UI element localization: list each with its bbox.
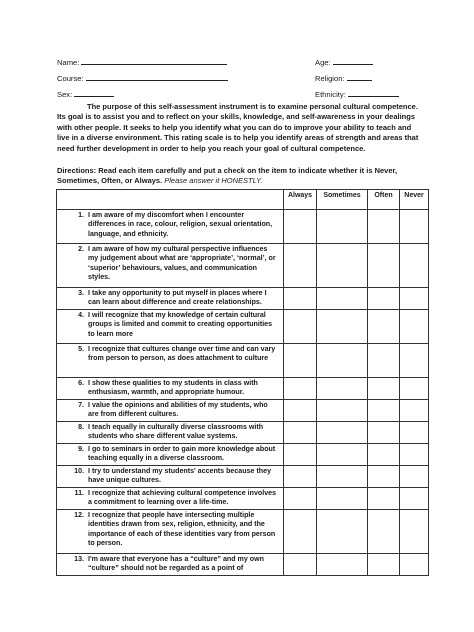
- check-cell-never[interactable]: [400, 444, 429, 466]
- religion-field: [315, 72, 372, 84]
- item-number: 7.: [78, 401, 84, 409]
- column-header: Sometimes: [317, 190, 368, 210]
- item-cell: [57, 444, 284, 466]
- intro-paragraph: [57, 102, 424, 154]
- check-cell-always[interactable]: [284, 344, 317, 378]
- check-cell-often[interactable]: [368, 422, 400, 444]
- check-cell-sometimes[interactable]: [317, 488, 368, 510]
- check-cell-often[interactable]: [368, 310, 400, 344]
- check-cell-always[interactable]: [284, 488, 317, 510]
- check-cell-often[interactable]: [368, 510, 400, 554]
- check-cell-sometimes[interactable]: [317, 444, 368, 466]
- check-cell-sometimes[interactable]: [317, 344, 368, 378]
- item-cell: [57, 288, 284, 310]
- item-cell: [57, 488, 284, 510]
- check-cell-always[interactable]: [284, 210, 317, 244]
- check-cell-sometimes[interactable]: [317, 244, 368, 288]
- check-cell-never[interactable]: [400, 510, 429, 554]
- item-number: 4.: [78, 311, 84, 319]
- item-number: 12.: [74, 511, 84, 519]
- item-number: 8.: [78, 423, 84, 431]
- item-text: I go to seminars in order to gain more knowledge about teaching equally in a diverse classroom.: [88, 445, 276, 463]
- table-row: [57, 466, 429, 488]
- item-text: I show these qualities to my students in class with enthusiasm, warmth, and appropriate humour.: [88, 379, 258, 397]
- header-item-column: [57, 190, 284, 210]
- item-text: I recognize that people have intersecting multiple identities drawn from sex, religion, ethnicity, and the importance of each of these identities vary from person to person.: [88, 511, 276, 547]
- item-cell: [57, 344, 284, 378]
- item-number: 11.: [74, 489, 84, 497]
- item-cell: [57, 400, 284, 422]
- check-cell-often[interactable]: [368, 466, 400, 488]
- item-cell: [57, 244, 284, 288]
- intro-text: The purpose of this self-assessment instrument is to examine personal cultural competence. Its goal is to assist you and to reflect on your skills, knowledge, and self-awareness in your dealings with other people. It seeks to help you identify what you can do to improve your ability to teach and live in a diverse environment. This rating scale is to help you identify areas of strength and areas that need further development in order to help you reach your goal of cultural competence.: [57, 102, 419, 153]
- item-number: 10.: [74, 467, 84, 475]
- sex-label: Sex:: [57, 90, 73, 99]
- item-number: 2.: [78, 245, 84, 253]
- check-cell-always[interactable]: [284, 466, 317, 488]
- item-cell: [57, 510, 284, 554]
- check-cell-always[interactable]: [284, 378, 317, 400]
- item-text: I am aware of my discomfort when I encounter differences in race, colour, religion, sexual orientation, language, and ethnicity.: [88, 211, 273, 238]
- item-text: I recognize that achieving cultural competence involves a commitment to learning over a life-time.: [88, 489, 277, 507]
- column-header: Always: [284, 190, 317, 210]
- item-text: I'm aware that everyone has a “culture” and my own “culture” should not be regarded as a point of: [88, 555, 264, 573]
- check-cell-never[interactable]: [400, 400, 429, 422]
- item-text: I teach equally in culturally diverse classrooms with students who share different value systems.: [88, 423, 264, 441]
- check-cell-always[interactable]: [284, 288, 317, 310]
- age-label: Age:: [315, 58, 331, 67]
- check-cell-always[interactable]: [284, 244, 317, 288]
- check-cell-sometimes[interactable]: [317, 288, 368, 310]
- item-number: 13.: [74, 555, 84, 563]
- check-cell-sometimes[interactable]: [317, 466, 368, 488]
- check-cell-sometimes[interactable]: [317, 510, 368, 554]
- check-cell-sometimes[interactable]: [317, 400, 368, 422]
- item-number: 5.: [78, 345, 84, 353]
- check-cell-never[interactable]: [400, 554, 429, 576]
- table-row: [57, 378, 429, 400]
- directions-paragraph: [57, 166, 424, 187]
- column-header: Never: [400, 190, 429, 210]
- item-number: 6.: [78, 379, 84, 387]
- check-cell-often[interactable]: [368, 210, 400, 244]
- check-cell-never[interactable]: [400, 344, 429, 378]
- table-row: [57, 444, 429, 466]
- check-cell-sometimes[interactable]: [317, 210, 368, 244]
- item-text: I am aware of how my cultural perspective influences my judgement about what are ‘appropriate’, ‘normal’, or ‘superior’ behaviours, values, and communication styles.: [88, 245, 276, 281]
- directions-text: Directions: Read each item carefully and put a check on the item to indicate whether it is Never, Sometimes, Often, or Always.: [57, 166, 398, 186]
- check-cell-often[interactable]: [368, 244, 400, 288]
- item-number: 1.: [78, 211, 84, 219]
- directions-emphasis: Please answer it HONESTLY.: [164, 176, 263, 186]
- check-cell-often[interactable]: [368, 344, 400, 378]
- check-cell-always[interactable]: [284, 554, 317, 576]
- item-cell: [57, 210, 284, 244]
- ethnicity-blank[interactable]: [348, 88, 399, 97]
- check-cell-often[interactable]: [368, 378, 400, 400]
- check-cell-never[interactable]: [400, 488, 429, 510]
- check-cell-always[interactable]: [284, 422, 317, 444]
- check-cell-sometimes[interactable]: [317, 554, 368, 576]
- ethnicity-field: [315, 88, 399, 100]
- item-number: 9.: [78, 445, 84, 453]
- table-row: [57, 344, 429, 378]
- table-row: [57, 310, 429, 344]
- check-cell-never[interactable]: [400, 288, 429, 310]
- table-row: [57, 400, 429, 422]
- check-cell-often[interactable]: [368, 400, 400, 422]
- item-cell: [57, 422, 284, 444]
- course-field: [57, 72, 228, 84]
- check-cell-often[interactable]: [368, 488, 400, 510]
- table-row: [57, 288, 429, 310]
- item-text: I value the opinions and abilities of my students, who are from different cultures.: [88, 401, 268, 419]
- check-cell-never[interactable]: [400, 210, 429, 244]
- check-cell-never[interactable]: [400, 244, 429, 288]
- check-cell-never[interactable]: [400, 310, 429, 344]
- name-blank[interactable]: [81, 56, 227, 65]
- table-row: [57, 422, 429, 444]
- sex-blank[interactable]: [74, 88, 114, 97]
- check-cell-always[interactable]: [284, 400, 317, 422]
- table-row: [57, 488, 429, 510]
- course-label: Course:: [57, 74, 84, 83]
- item-number: 3.: [78, 289, 84, 297]
- table-row: [57, 244, 429, 288]
- age-blank[interactable]: [333, 56, 373, 65]
- check-cell-always[interactable]: [284, 510, 317, 554]
- religion-label: Religion:: [315, 74, 345, 83]
- check-cell-never[interactable]: [400, 378, 429, 400]
- check-cell-often[interactable]: [368, 444, 400, 466]
- item-text: I try to understand my students' accents because they have unique cultures.: [88, 467, 272, 485]
- check-cell-always[interactable]: [284, 310, 317, 344]
- assessment-table: [56, 189, 429, 576]
- age-field: [315, 56, 373, 68]
- name-field: [57, 56, 227, 68]
- check-cell-sometimes[interactable]: [317, 422, 368, 444]
- table-row: [57, 510, 429, 554]
- item-cell: [57, 310, 284, 344]
- check-cell-sometimes[interactable]: [317, 378, 368, 400]
- table-row: [57, 210, 429, 244]
- column-header: Often: [368, 190, 400, 210]
- name-label: Name:: [57, 58, 80, 67]
- item-text: I recognize that cultures change over time and can vary from person to person, as does attachment to culture: [88, 345, 276, 363]
- check-cell-always[interactable]: [284, 444, 317, 466]
- sex-field: [57, 88, 114, 100]
- item-text: I take any opportunity to put myself in places where I can learn about difference and create relationships.: [88, 289, 267, 307]
- course-blank[interactable]: [86, 72, 228, 81]
- check-cell-never[interactable]: [400, 422, 429, 444]
- item-cell: [57, 466, 284, 488]
- check-cell-sometimes[interactable]: [317, 310, 368, 344]
- check-cell-often[interactable]: [368, 288, 400, 310]
- item-text: I will recognize that my knowledge of certain cultural groups is limited and commit to creating opportunities to learn more: [88, 311, 273, 338]
- item-cell: [57, 554, 284, 576]
- table-row: [57, 554, 429, 576]
- table-header-row: [57, 190, 429, 210]
- religion-blank[interactable]: [347, 72, 372, 81]
- check-cell-often[interactable]: [368, 554, 400, 576]
- item-cell: [57, 378, 284, 400]
- check-cell-never[interactable]: [400, 466, 429, 488]
- ethnicity-label: Ethnicity:: [315, 90, 346, 99]
